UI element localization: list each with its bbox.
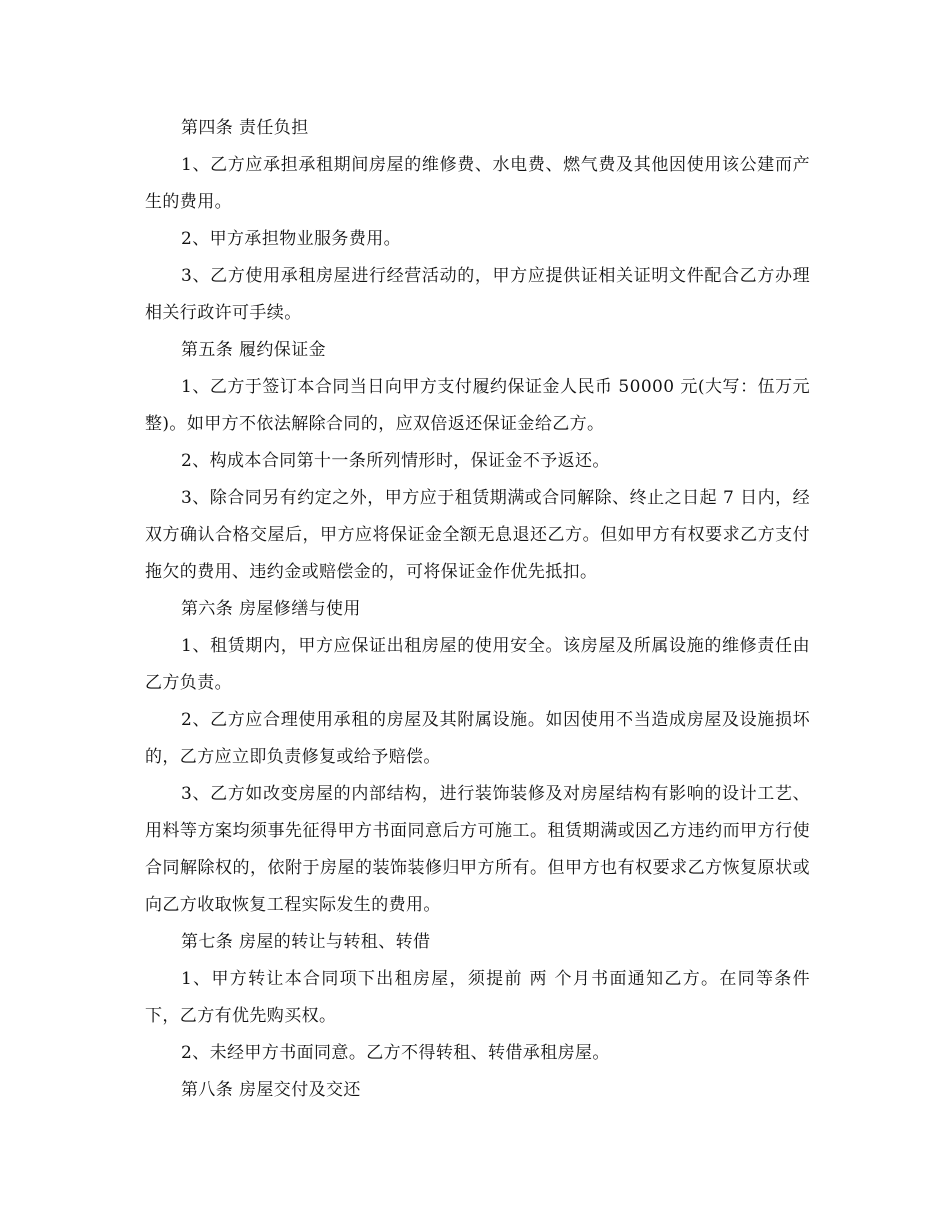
article-heading: 第六条 房屋修缮与使用 xyxy=(181,599,361,619)
clause-paragraph: 2、未经甲方书面同意。乙方不得转租、转借承租房屋。 xyxy=(181,1043,610,1063)
clause-paragraph: 3、乙方使用承租房屋进行经营活动的，甲方应提供证相关证明文件配合乙方办理相关行政许可手续。 xyxy=(145,266,810,323)
clause-paragraph: 2、乙方应合理使用承租的房屋及其附属设施。如因使用不当造成房屋及设施损坏的，乙方应立即负责修复或给予赔偿。 xyxy=(145,710,810,767)
clause-paragraph: 1、甲方转让本合同项下出租房屋，须提前 两 个月书面通知乙方。在同等条件下，乙方有优先购买权。 xyxy=(145,969,810,1026)
article-heading: 第八条 房屋交付及交还 xyxy=(181,1080,361,1100)
clause-paragraph: 2、构成本合同第十一条所列情形时，保证金不予返还。 xyxy=(181,451,610,471)
clause-paragraph: 1、乙方应承担承租期间房屋的维修费、水电费、燃气费及其他因使用该公建而产生的费用。 xyxy=(145,155,810,212)
article-heading: 第七条 房屋的转让与转租、转借 xyxy=(181,932,431,952)
document-body xyxy=(145,110,810,1109)
article-heading: 第五条 履约保证金 xyxy=(181,340,327,360)
article-heading: 第四条 责任负担 xyxy=(181,118,309,138)
clause-paragraph: 3、乙方如改变房屋的内部结构，进行装饰装修及对房屋结构有影响的设计工艺、用料等方案均须事先征得甲方书面同意后方可施工。租赁期满或因乙方违约而甲方行使合同解除权的，依附于房屋的装饰装修归甲方所有。但甲方也有权要求乙方恢复原状或向乙方收取恢复工程实际发生的费用。 xyxy=(145,784,810,915)
clause-paragraph: 1、乙方于签订本合同当日向甲方支付履约保证金人民币 50000 元(大写：伍万元整)。如甲方不依法解除合同的，应双倍返还保证金给乙方。 xyxy=(145,377,810,434)
clause-paragraph: 1、租赁期内，甲方应保证出租房屋的使用安全。该房屋及所属设施的维修责任由乙方负责。 xyxy=(145,636,810,693)
clause-paragraph: 2、甲方承担物业服务费用。 xyxy=(181,229,402,249)
clause-paragraph: 3、除合同另有约定之外，甲方应于租赁期满或合同解除、终止之日起 7 日内，经双方确认合格交屋后，甲方应将保证金全额无息退还乙方。但如甲方有权要求乙方支付拖欠的费用、违约金或赔偿金的，可将保证金作优先抵扣。 xyxy=(145,488,810,582)
